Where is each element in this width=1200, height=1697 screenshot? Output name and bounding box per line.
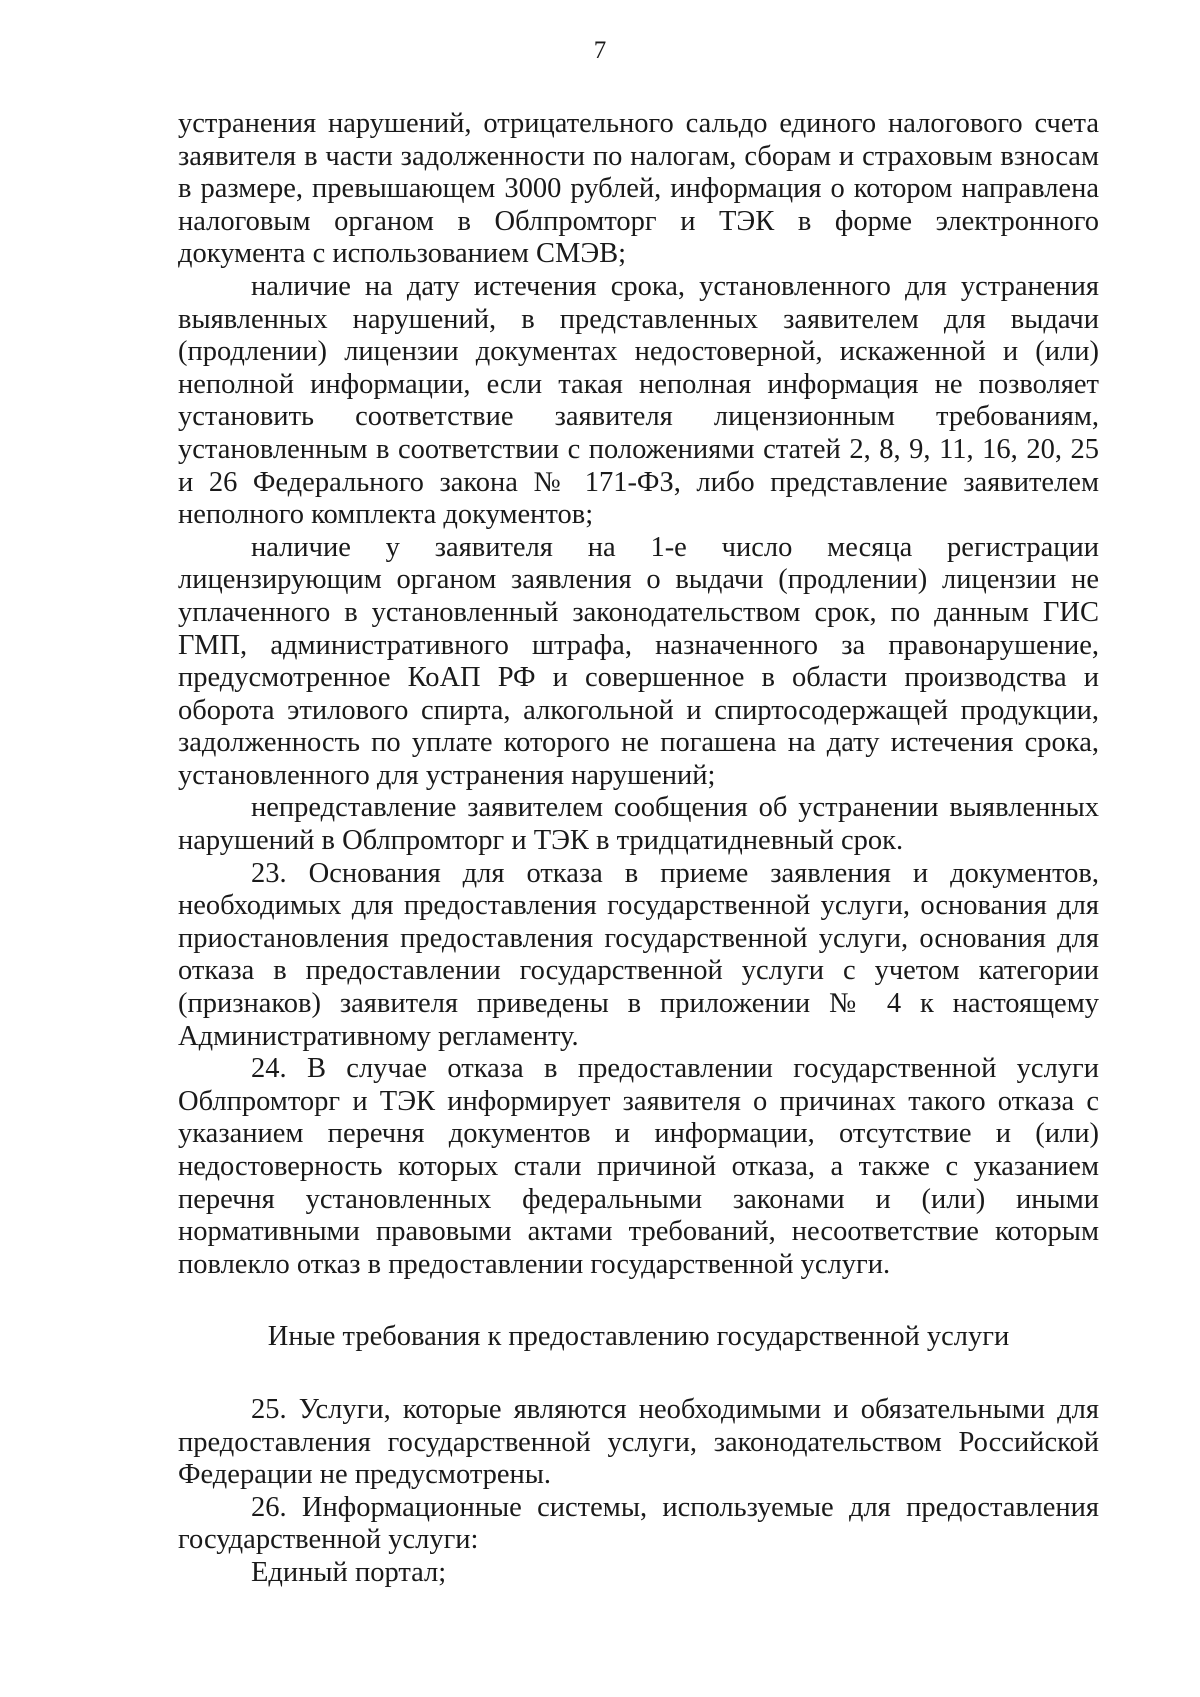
paragraph-continuation: устранения нарушений, отрицательного сальдо единого налогового счета заявителя в части задолженности по налогам, сборам и страховым взносам в размере, превышающем 3000 рублей, информация о котором направлена налоговым органом в Облпромторг и ТЭК в форме электронного документа с использованием СМЭВ; xyxy=(178,108,1099,270)
paragraph-invalid-documents: наличие на дату истечения срока, установленного для устранения выявленных нарушений, в представленных заявителем для выдачи (продлении) лицензии документах недостоверной, искаженной и (или) неполной информации, если такая неполная информация не позволяет установить соответствие заявителя лицензионным требованиям, установленным в соответствии с положениями статей 2, 8, 9, 11, 16, 20, 25 и 26 Федерального закона № 171-ФЗ, либо представление заявителем неполного комплекта документов; xyxy=(178,270,1099,531)
paragraph-item-23: 23. Основания для отказа в приеме заявления и документов, необходимых для предоставления государственной услуги, основания для приостановления предоставления государственной услуги, основания для отказа в предоставлении государственной услуги с учетом категории (признаков) заявителя приведены в приложении № 4 к настоящему Административному регламенту. xyxy=(178,857,1099,1052)
paragraph-item-25: 25. Услуги, которые являются необходимыми и обязательными для предоставления государственной услуги, законодательством Российской Федерации не предусмотрены. xyxy=(178,1393,1099,1491)
paragraph-item-24: 24. В случае отказа в предоставлении государственной услуги Облпромторг и ТЭК информирует заявителя о причинах такого отказа с указанием перечня документов и информации, отсутствие и (или) недостоверность которых стали причиной отказа, а также с указанием перечня установленных федеральными законами и (или) иными нормативными правовыми актами требований, несоответствие которым повлекло отказ в предоставлении государственной услуги. xyxy=(178,1053,1099,1280)
paragraph-unpaid-fine: наличие у заявителя на 1-е число месяца регистрации лицензирующим органом заявления о выдачи (продлении) лицензии не уплаченного в установленный законодательством срок, по данным ГИС ГМП, административного штрафа, назначенного за правонарушение, предусмотренное КоАП РФ и совершенное в области производства и оборота этилового спирта, алкогольной и спиртосодержащей продукции, задолженность по уплате которого не погашена на дату истечения срока, установленного для устранения нарушений; xyxy=(178,531,1099,791)
page-number: 7 xyxy=(593,37,607,64)
paragraph-single-portal: Единый портал; xyxy=(251,1556,447,1588)
document-body xyxy=(178,108,1099,1590)
paragraph-item-26: 26. Информационные системы, используемые для предоставления государственной услуги: xyxy=(178,1491,1099,1556)
section-heading: Иные требования к предоставлению государственной услуги xyxy=(267,1321,1010,1353)
paragraph-no-report: непредставление заявителем сообщения об устранении выявленных нарушений в Облпромторг и ТЭК в тридцатидневный срок. xyxy=(178,792,1099,857)
